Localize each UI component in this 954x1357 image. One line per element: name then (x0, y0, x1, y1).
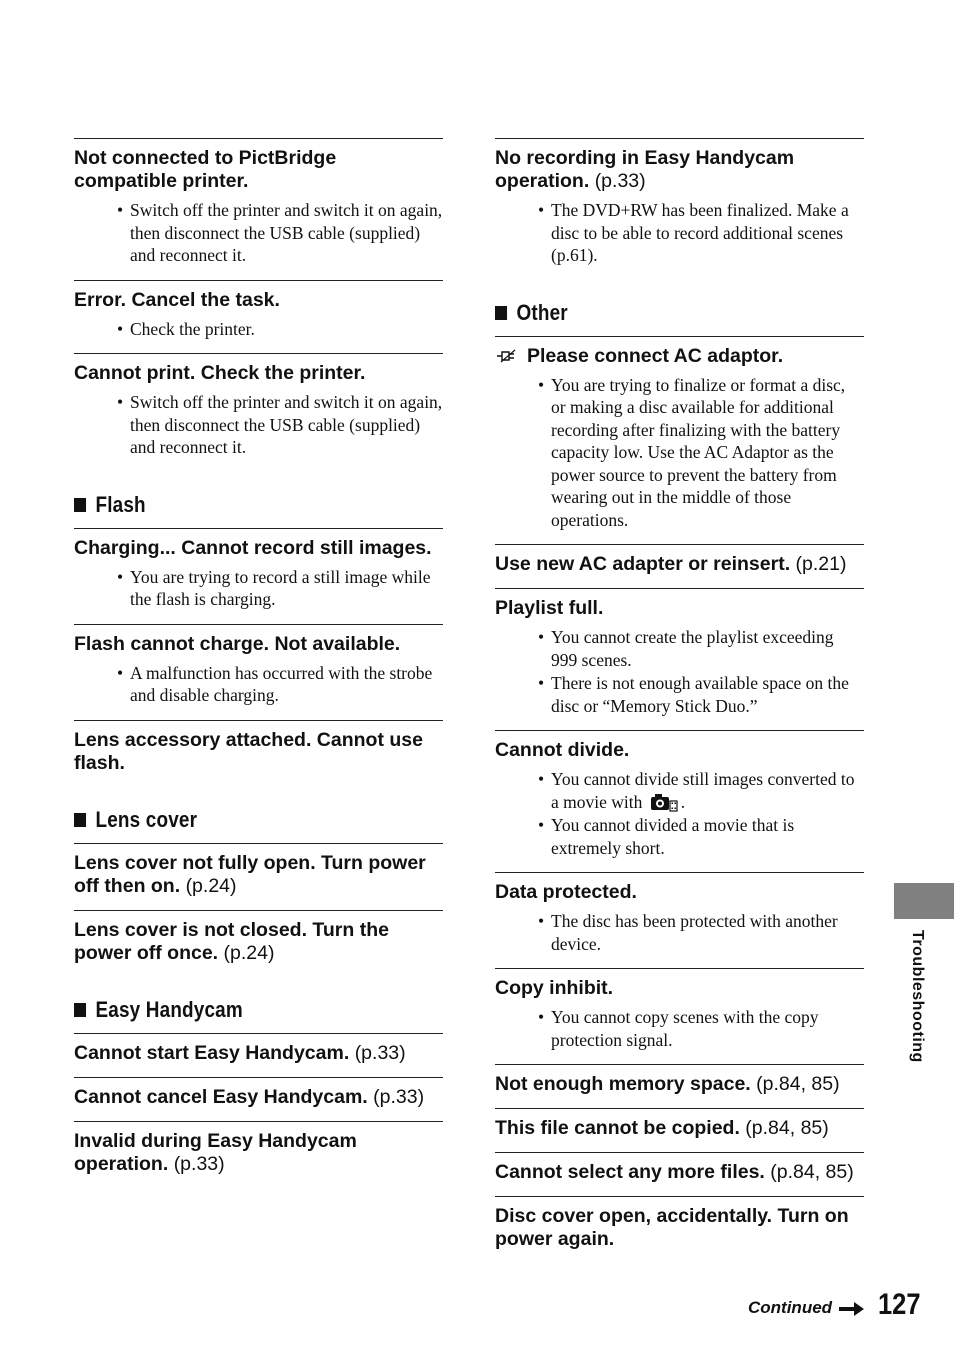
page-number: 127 (878, 1288, 921, 1321)
message-title: Playlist full. (495, 597, 604, 619)
page-reference: (p.33) (354, 1041, 406, 1064)
bullet-item: • Check the printer. (130, 318, 443, 341)
bullet-item: • You are trying to record a still image while the flash is charging. (130, 566, 443, 611)
page-reference: (p.33) (373, 1085, 425, 1108)
message-title: Flash cannot charge. Not available. (74, 632, 401, 655)
section-heading-easy-handycam: Easy Handycam (74, 977, 391, 1033)
bullet-list (495, 199, 864, 267)
message-title: Cannot divide. (495, 739, 630, 761)
page-reference: (p.24) (185, 874, 237, 897)
chapter-tab (894, 883, 954, 919)
message-entry (74, 843, 443, 910)
chapter-label: Troubleshooting (909, 930, 926, 1063)
bullet-list (495, 910, 864, 955)
right-column (495, 138, 864, 1263)
message-title: Not enough memory space. (p.84, 85) (495, 1073, 840, 1095)
message-title: Copy inhibit. (495, 977, 614, 999)
message-entry (74, 720, 443, 787)
page-reference: (p.33) (173, 1152, 225, 1175)
message-title: Cannot print. Check the printer. (74, 362, 366, 384)
message-entry (74, 910, 443, 977)
bullet-list (74, 318, 443, 341)
page-reference: (p.84, 85) (770, 1161, 854, 1183)
arrow-right-icon (839, 1301, 865, 1317)
bullet-item: • Switch off the printer and switch it on again, then disconnect the USB cable (supplied) and reconnect it. (130, 199, 443, 267)
message-title: Disc cover open, accidentally. Turn on power again. (495, 1205, 849, 1250)
square-bullet-icon (74, 813, 86, 827)
bullet-item: • You cannot divided a movie that is extremely short. (551, 814, 864, 859)
bullet-list (74, 566, 443, 611)
section-heading-other: Other (495, 280, 812, 336)
bullet-item: • There is not enough available space on the disc or “Memory Stick Duo.” (551, 672, 864, 717)
ac-adaptor-icon (495, 348, 521, 364)
message-entry (495, 544, 864, 588)
message-entry (74, 1077, 443, 1121)
message-title: Cannot select any more files. (p.84, 85) (495, 1161, 854, 1183)
message-title: Lens cover not fully open. Turn power off then on. (p.24) (74, 851, 426, 897)
section-heading-flash: Flash (74, 472, 391, 528)
message-title: Lens accessory attached. Cannot use flash. (74, 728, 423, 774)
page-reference: (p.84, 85) (745, 1117, 829, 1139)
bullet-item: • You are trying to finalize or format a disc, or making a disc available for additional recording after finalizing with the battery capacity low. Use the AC Adaptor as the power source to prevent the battery from wearing out in the middle of those operations. (551, 374, 864, 532)
message-entry (74, 624, 443, 720)
message-title: Cannot start Easy Handycam. (p.33) (74, 1041, 406, 1064)
bullet-item: • You cannot copy scenes with the copy protection signal. (551, 1006, 864, 1051)
message-title: Not connected to PictBridge compatible printer. (74, 147, 337, 192)
bullet-item: • The DVD+RW has been finalized. Make a disc to be able to record additional scenes (p.61). (551, 199, 864, 267)
left-column (74, 138, 443, 1188)
bullet-item: • The disc has been protected with another device. (551, 910, 864, 955)
bullet-item: • You cannot create the playlist exceeding 999 scenes. (551, 626, 864, 671)
message-entry (495, 588, 864, 730)
page-reference: (p.33) (594, 170, 646, 192)
bullet-list (495, 1006, 864, 1051)
message-title: Charging... Cannot record still images. (74, 536, 432, 559)
photo-movie-icon (649, 791, 679, 813)
message-entry (495, 968, 864, 1064)
message-title: No recording in Easy Handycam operation. (p.33) (495, 147, 795, 192)
message-title: Please connect AC adaptor. (495, 345, 864, 368)
message-title: This file cannot be copied. (p.84, 85) (495, 1117, 829, 1139)
bullet-item: • A malfunction has occurred with the strobe and disable charging. (130, 662, 443, 707)
message-entry (495, 1196, 864, 1263)
bullet-list (495, 768, 864, 859)
bullet-item: • Switch off the printer and switch it on again, then disconnect the USB cable (supplied) and reconnect it. (130, 391, 443, 459)
message-entry (495, 1152, 864, 1196)
message-entry (74, 528, 443, 624)
message-title: Error. Cancel the task. (74, 288, 280, 311)
bullet-list (495, 374, 864, 532)
square-bullet-icon (74, 498, 86, 512)
message-entry (74, 1121, 443, 1188)
message-entry (495, 872, 864, 968)
page-reference: (p.21) (795, 553, 847, 575)
message-entry (74, 280, 443, 354)
message-entry (495, 730, 864, 872)
page-reference: (p.24) (223, 941, 275, 964)
message-entry (74, 138, 443, 280)
message-entry (495, 336, 864, 545)
bullet-list (495, 626, 864, 717)
message-title: Data protected. (495, 881, 637, 903)
message-title: Lens cover is not closed. Turn the power off once. (p.24) (74, 918, 389, 964)
square-bullet-icon (495, 306, 507, 320)
message-entry (495, 138, 864, 280)
message-entry (495, 1108, 864, 1152)
section-heading-lens-cover: Lens cover (74, 787, 391, 843)
bullet-list (74, 662, 443, 707)
square-bullet-icon (74, 1003, 86, 1017)
bullet-list (74, 199, 443, 267)
bullet-item: • You cannot divide still images converted to a movie with . (551, 768, 864, 813)
message-entry (495, 1064, 864, 1108)
message-title: Use new AC adapter or reinsert. (p.21) (495, 553, 847, 575)
page-reference: (p.84, 85) (756, 1073, 840, 1095)
message-entry (74, 1033, 443, 1077)
message-title: Cannot cancel Easy Handycam. (p.33) (74, 1085, 425, 1108)
message-entry (74, 353, 443, 472)
message-title: Invalid during Easy Handycam operation. (p.33) (74, 1129, 357, 1175)
continued-label: Continued (748, 1298, 833, 1317)
bullet-list (74, 391, 443, 459)
